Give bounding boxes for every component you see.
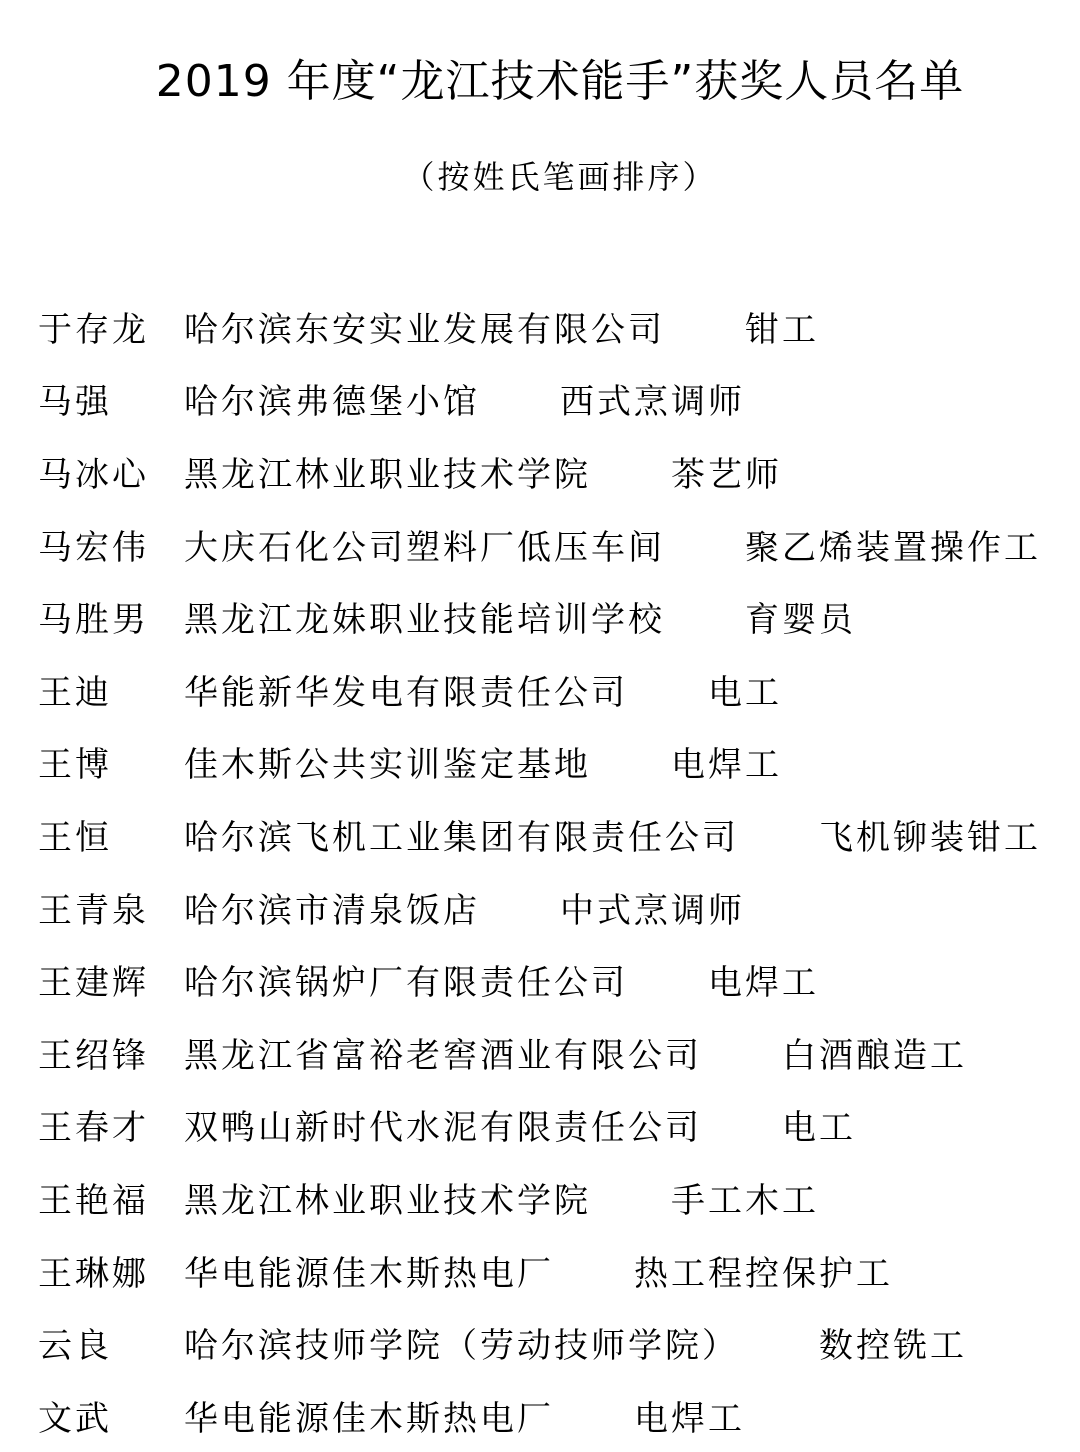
list-item xyxy=(38,653,1058,726)
list-item xyxy=(38,1379,1058,1452)
awardee-name: 马强 xyxy=(38,382,112,423)
awardee-name: 王琳娜 xyxy=(38,1253,149,1294)
awardee-name: 马冰心 xyxy=(38,454,149,495)
awardee-organization: 哈尔滨弗德堡小馆 xyxy=(184,382,480,423)
awardee-occupation: 电工 xyxy=(708,672,782,713)
awardee-name: 王春才 xyxy=(38,1108,149,1149)
awardee-organization: 哈尔滨技师学院（劳动技师学院） xyxy=(184,1326,739,1367)
document-subtitle: （按姓氏笔画排序） xyxy=(402,158,718,196)
list-item xyxy=(38,435,1058,508)
awardee-name: 王建辉 xyxy=(38,963,149,1004)
awardee-occupation: 电焊工 xyxy=(634,1398,745,1439)
list-item xyxy=(38,1234,1058,1307)
awardee-name: 马宏伟 xyxy=(38,527,149,568)
awardee-occupation: 电焊工 xyxy=(708,963,819,1004)
awardee-name: 马胜男 xyxy=(38,600,149,641)
awardee-occupation: 白酒酿造工 xyxy=(782,1035,967,1076)
awardee-organization: 黑龙江林业职业技术学院 xyxy=(184,454,591,495)
awardee-name: 王青泉 xyxy=(38,890,149,931)
awardee-name: 王绍锋 xyxy=(38,1035,149,1076)
awardee-occupation: 电焊工 xyxy=(671,745,782,786)
awardee-organization: 华电能源佳木斯热电厂 xyxy=(184,1253,554,1294)
awardee-organization: 华能新华发电有限责任公司 xyxy=(184,672,628,713)
awardee-organization: 哈尔滨市清泉饭店 xyxy=(184,890,480,931)
list-item xyxy=(38,290,1058,363)
awardee-occupation: 茶艺师 xyxy=(671,454,782,495)
awardee-organization: 双鸭山新时代水泥有限责任公司 xyxy=(184,1108,702,1149)
awardee-occupation: 钳工 xyxy=(745,309,819,350)
list-item xyxy=(38,1161,1058,1234)
awardee-occupation: 育婴员 xyxy=(745,600,856,641)
list-item xyxy=(38,1306,1058,1379)
list-item xyxy=(38,363,1058,436)
awardee-occupation: 飞机铆装钳工 xyxy=(819,817,1041,858)
awardee-name: 王博 xyxy=(38,745,112,786)
list-item xyxy=(38,508,1058,581)
awardee-organization: 黑龙江龙妹职业技能培训学校 xyxy=(184,600,665,641)
awardee-name: 文武 xyxy=(38,1398,112,1439)
awardee-occupation: 西式烹调师 xyxy=(560,382,745,423)
awardee-name: 云良 xyxy=(38,1326,112,1367)
list-item xyxy=(38,726,1058,799)
list-item xyxy=(38,1016,1058,1089)
awardee-organization: 佳木斯公共实训鉴定基地 xyxy=(184,745,591,786)
awardee-list xyxy=(38,290,1058,1452)
awardee-name: 王艳福 xyxy=(38,1180,149,1221)
awardee-occupation: 聚乙烯装置操作工 xyxy=(745,527,1041,568)
awardee-organization: 哈尔滨飞机工业集团有限责任公司 xyxy=(184,817,739,858)
awardee-name: 王恒 xyxy=(38,817,112,858)
awardee-organization: 大庆石化公司塑料厂低压车间 xyxy=(184,527,665,568)
awardee-organization: 华电能源佳木斯热电厂 xyxy=(184,1398,554,1439)
awardee-organization: 哈尔滨锅炉厂有限责任公司 xyxy=(184,963,628,1004)
document-title: 2019 年度“龙江技术能手”获奖人员名单 xyxy=(155,56,965,107)
list-item xyxy=(38,580,1058,653)
awardee-occupation: 手工木工 xyxy=(671,1180,819,1221)
awardee-occupation: 中式烹调师 xyxy=(560,890,745,931)
awardee-organization: 黑龙江省富裕老窖酒业有限公司 xyxy=(184,1035,702,1076)
awardee-occupation: 数控铣工 xyxy=(819,1326,967,1367)
list-item xyxy=(38,871,1058,944)
awardee-organization: 黑龙江林业职业技术学院 xyxy=(184,1180,591,1221)
awardee-name: 王迪 xyxy=(38,672,112,713)
awardee-organization: 哈尔滨东安实业发展有限公司 xyxy=(184,309,665,350)
list-item xyxy=(38,943,1058,1016)
list-item xyxy=(38,1089,1058,1162)
list-item xyxy=(38,798,1058,871)
awardee-occupation: 热工程控保护工 xyxy=(634,1253,893,1294)
awardee-occupation: 电工 xyxy=(782,1108,856,1149)
awardee-name: 于存龙 xyxy=(38,309,149,350)
